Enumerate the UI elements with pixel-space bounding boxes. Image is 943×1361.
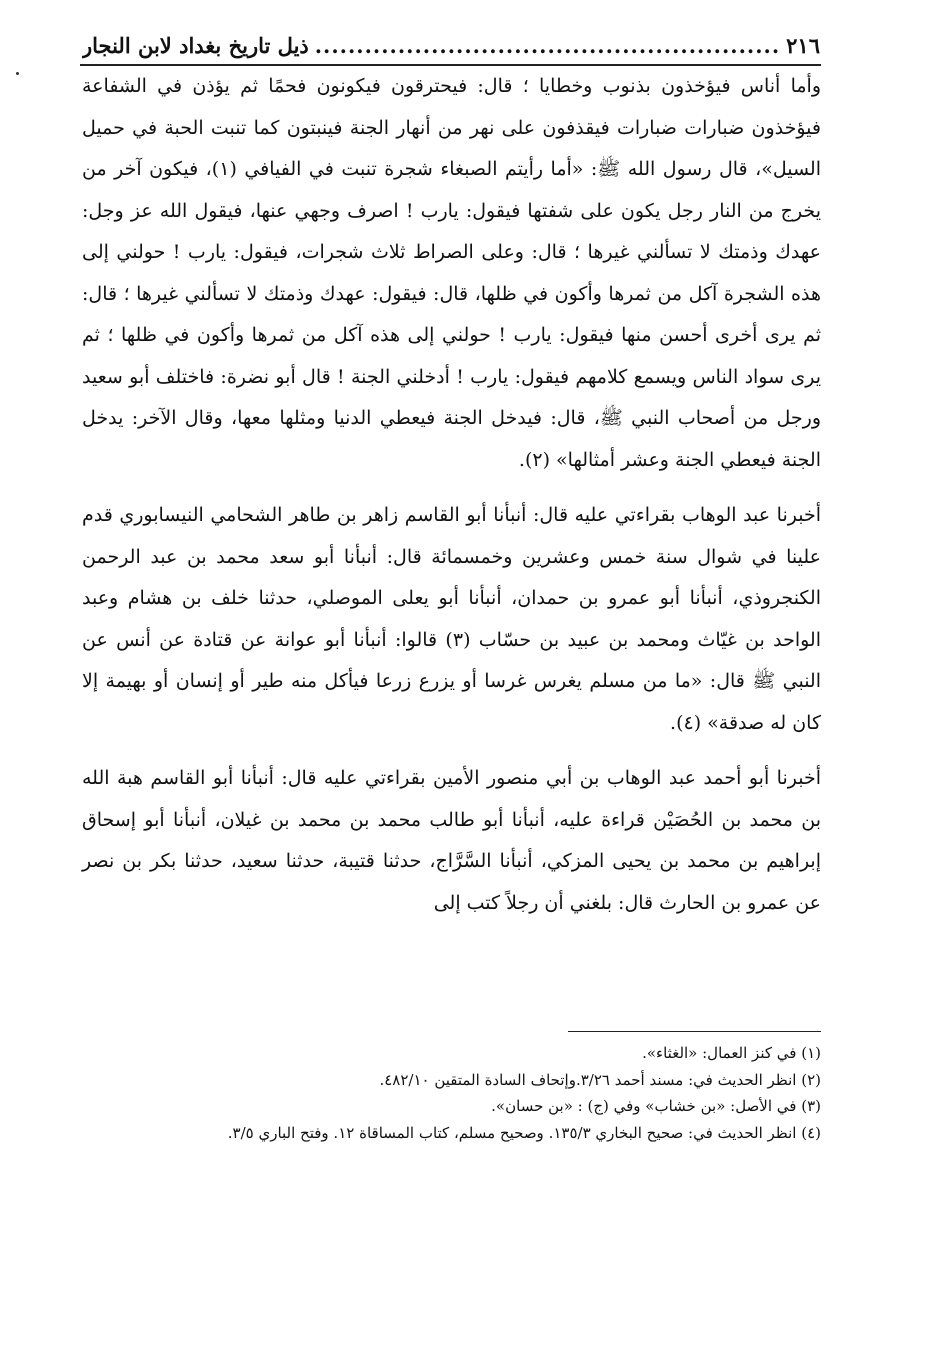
header-dot-leader: [315, 33, 780, 58]
page-header: [82, 28, 820, 62]
main-text: [82, 66, 821, 924]
running-title: ذيل تاريخ بغداد لابن النجار: [82, 32, 309, 58]
paragraph-spacer: [82, 744, 821, 758]
footnote-2: (٢) انظر الحديث في: مسند أحمد ٣/٢٦.وإتحاف السادة المتقين ٤٨٢/١٠.: [379, 1070, 821, 1089]
footnote-3: (٣) في الأصل: «بن خشاب» وفي (ج) : «بن حسان».: [491, 1097, 821, 1115]
paragraph-hadith-shafaa: وأما أناس فيؤخذون بذنوب وخطايا ؛ قال: فيحترقون فيكونون فحمًا ثم يؤذن في الشفاعة فيؤخذون ضبارات ضبارات فيقذفون على نهر من أنهار الجنة فينبتون كما تنبت الحبة في حميل السيل»، قال رسول الله ﷺ: «أما رأيتم الصبغاء شجرة تنبت في الفيافي (١)، فيكون آخر من يخرج من النار رجل يكون على شفتها فيقول: يارب ! اصرف وجهي عنها، فيقول الله عز وجل: عهدك وذمتك لا تسألني غيرها ؛ قال: وعلى الصراط ثلاث شجرات، فيقول: يارب ! حولني إلى هذه الشجرة آكل من ثمرها وأكون في ظلها، قال: فيقول: عهدك وذمتك لا تسألني غيرها ؛ قال: ثم يرى أخرى أحسن منها فيقول: يارب ! حولني إلى هذه آكل من ثمرها وأكون في ظلها ؛ ثم يرى سواد الناس ويسمع كلامهم فيقول: يارب ! أدخلني الجنة ! قال أبو نضرة: فاختلف أبو سعيد ورجل من أصحاب النبي ﷺ، قال: فيدخل الجنة فيعطي الدنيا ومثلها معها، وقال الآخر: يدخل الجنة فيعطي الجنة وعشر أمثالها» (٢).: [82, 75, 822, 471]
footnote-1: (١) في كنز العمال: «الغثاء».: [642, 1044, 821, 1062]
paragraph-spacer: [82, 481, 821, 495]
footnote-separator: [568, 1031, 821, 1032]
page-number: ٢١٦: [786, 32, 820, 58]
paragraph-hadith-ghars: أخبرنا عبد الوهاب بقراءتي عليه قال: أنبأنا أبو القاسم زاهر بن طاهر الشحامي النيسابوري قدم علينا في شوال سنة خمس وعشرين وخمسمائة قال: أنبأنا أبو سعد محمد بن عبد الرحمن الكنجروذي، أنبأنا أبو عمرو بن حمدان، أنبأنا أبو يعلى الموصلي، حدثنا خلف بن هشام وعبد الواحد بن غيّاث ومحمد بن عبيد بن حسّاب (٣) قالوا: أنبأنا أبو عوانة عن قتادة عن أنس عن النبي ﷺ قال: «ما من مسلم يغرس غرسا أو يزرع زرعا فيأكل منه طير أو إنسان أو بهيمة إلا كان له صدقة» (٤).: [82, 504, 821, 734]
paragraph-isnad-abdulwahhab: أخبرنا أبو أحمد عبد الوهاب بن أبي منصور الأمين بقراءتي عليه قال: أنبأنا أبو القاسم هبة الله بن محمد بن الحُصَيْن قراءة عليه، أنبأنا أبو طالب محمد بن محمد بن غيلان، أنبأنا أبو إسحاق إبراهيم بن محمد بن يحيى المزكي، أنبأنا السَّرَّاج، حدثنا قتيبة، حدثنا سعيد، حدثنا بكر بن نصر عن عمرو بن الحارث قال: بلغني أن رجلاً كتب إلى: [82, 767, 821, 914]
footnotes: [82, 1040, 821, 1146]
scan-speck: [16, 72, 19, 75]
footnote-4: (٤) انظر الحديث في: صحيح البخاري ١٣٥/٣. وصحيح مسلم، كتاب المساقاة ١٢. وفتح الباري ٣/٥.: [227, 1123, 821, 1142]
